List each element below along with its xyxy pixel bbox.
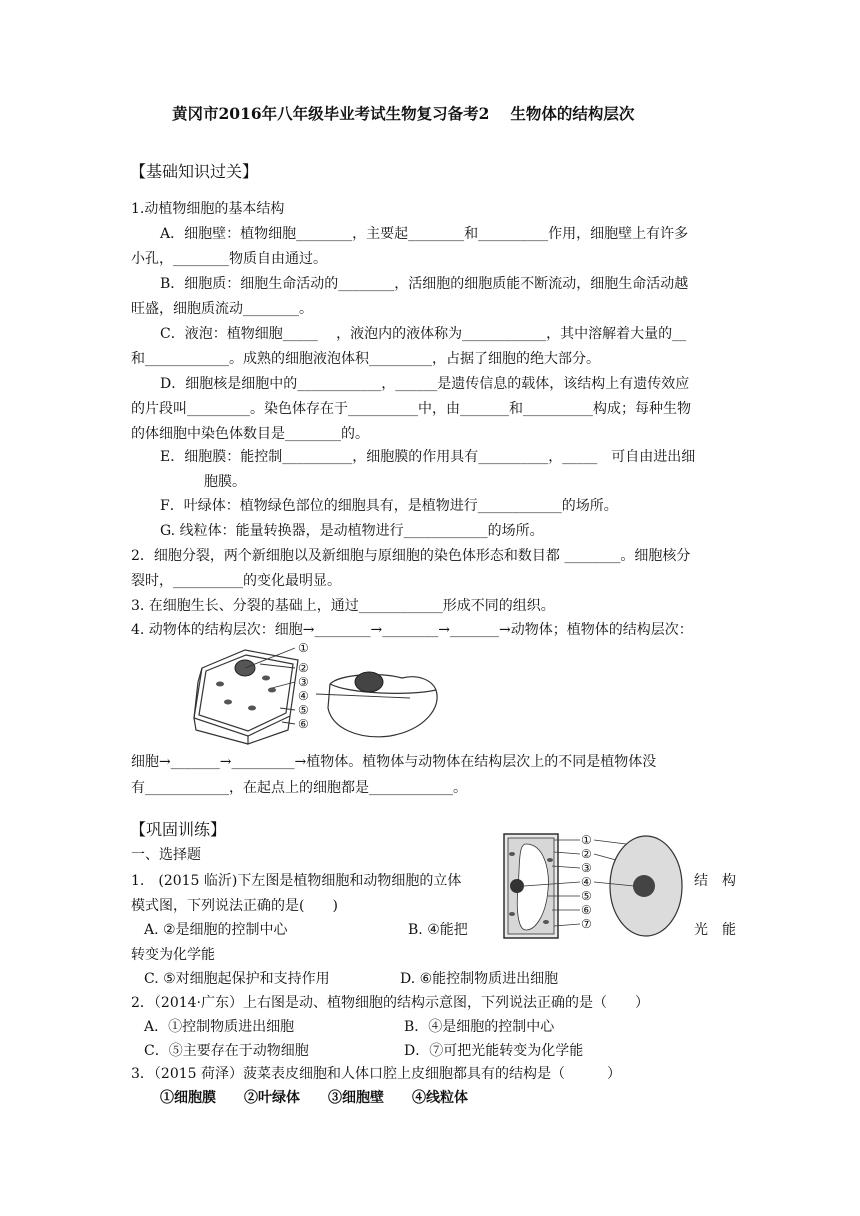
animal-nucleus xyxy=(355,672,383,692)
fig1-label-2: ② xyxy=(298,661,309,675)
fig2-label-3: ③ xyxy=(581,861,592,875)
fig1-label-5: ⑤ xyxy=(298,703,309,717)
animal-nucleus-2 xyxy=(633,875,655,897)
fig2-label-7: ⑦ xyxy=(581,917,592,931)
mc3-stem: 3．（2015 荷泽）菠菜表皮细胞和人体口腔上皮细胞都具有的结构是（ ） xyxy=(131,1066,621,1082)
sub-heading-choice: 一、选择题 xyxy=(131,847,201,863)
mc1-option-c: C. ⑤对细胞起保护和支持作用 xyxy=(144,971,330,987)
cell-diagram-figure-1 xyxy=(180,638,450,750)
fig1-label-1: ① xyxy=(298,641,309,655)
item-a-line2: 小孔，________物质自由通过。 xyxy=(131,251,327,267)
mc1-option-b-tail: 光 能 xyxy=(694,922,736,938)
mc1-line1: 1. (2015 临沂)下左图是植物细胞和动物细胞的立体 xyxy=(131,873,462,889)
fig2-label-5: ⑤ xyxy=(581,889,592,903)
mc1-line2: 模式图，下列说法正确的是( ) xyxy=(131,898,338,914)
item-f-line: F．叶绿体：植物绿色部位的细胞具有，是植物进行____________的场所。 xyxy=(160,498,618,514)
mc2-stem: 2．（2014·广东）上右图是动、植物细胞的结构示意图，下列说法正确的是（ ） xyxy=(131,995,649,1011)
item-d-line3: 的体细胞中染色体数目是________的。 xyxy=(131,426,369,442)
fig1-label-3: ③ xyxy=(298,675,309,689)
item-e-line1: E．细胞膜：能控制__________，细胞膜的作用具有__________，_____ 可自由进出细 xyxy=(160,449,696,465)
q4-line1: 4. 动物体的结构层次：细胞→________→________→_______→动物体；植物体的结构层次： xyxy=(131,622,693,638)
mc2-option-d: D．⑦可把光能转变为化学能 xyxy=(404,1043,584,1059)
item-e-line2: 胞膜。 xyxy=(204,474,246,490)
item-a-line1: A．细胞壁：植物细胞________，主要起________和__________作用，细胞壁上有许多 xyxy=(160,226,689,242)
mc1-line4: 转变为化学能 xyxy=(131,947,215,963)
mc2-option-b: B．④是细胞的控制中心 xyxy=(404,1019,555,1035)
item-g-line: G. 线粒体：能量转换器，是动植物进行____________的场所。 xyxy=(160,523,544,539)
q3-line: 3. 在细胞生长、分裂的基础上，通过____________形成不同的组织。 xyxy=(131,598,555,614)
mc2-option-a: A．①控制物质进出细胞 xyxy=(144,1019,295,1035)
fig1-label-4: ④ xyxy=(298,689,309,703)
fig2-label-2: ② xyxy=(581,847,592,861)
mc3-options: ①细胞膜 ②叶绿体 ③细胞壁 ④线粒体 xyxy=(160,1090,468,1106)
page-title: 黄冈市2016年八年级毕业考试生物复习备考2 生物体的结构层次 xyxy=(172,104,635,123)
q1-title: 1.动植物细胞的基本结构 xyxy=(131,201,285,217)
item-b-line2: 旺盛，细胞质流动________。 xyxy=(131,301,313,317)
item-d-line2: 的片段叫_________。染色体存在于__________中，由_______和__________构成；每种生物 xyxy=(131,401,691,417)
mc1-option-a: A. ②是细胞的控制中心 xyxy=(144,922,288,938)
section-heading-basics: 【基础知识过关】 xyxy=(130,162,259,181)
fig2-label-1: ① xyxy=(581,833,592,847)
cell-diagram-figure-2 xyxy=(496,830,692,942)
mc1-line1-tail: 结 构 xyxy=(694,873,736,889)
mc2-option-c: C．⑤主要存在于动物细胞 xyxy=(144,1043,309,1059)
q2-line1: 2．细胞分裂，两个新细胞以及新细胞与原细胞的染色体形态和数目都 ________。细胞核分 xyxy=(131,548,691,564)
plant-nucleus-2 xyxy=(510,879,524,893)
mc1-option-d: D. ⑥能控制物质进出细胞 xyxy=(400,971,559,987)
item-d-line1: D．细胞核是细胞中的____________，______是遗传信息的载体，该结构上有遗传效应 xyxy=(160,376,690,392)
section-heading-practice: 【巩固训练】 xyxy=(130,820,227,839)
q4-line2: 细胞→_______→_________→植物体。植物体与动物体在结构层次上的不同是植物体没 xyxy=(131,754,657,770)
q4-line3: 有____________，在起点上的细胞都是____________。 xyxy=(131,780,467,796)
fig1-label-6: ⑥ xyxy=(298,717,309,731)
item-c-line2: 和____________。成熟的细胞液泡体积_________，占据了细胞的绝大部分。 xyxy=(131,351,600,367)
fig2-label-4: ④ xyxy=(581,875,592,889)
item-c-line1: C．液泡：植物细胞_____ ，液泡内的液体称为____________，其中溶解着大量的__ xyxy=(160,326,687,342)
q2-line2: 裂时，__________的变化最明显。 xyxy=(131,573,341,589)
mc1-option-b: B. ④能把 xyxy=(408,922,468,938)
item-b-line1: B．细胞质：细胞生命活动的________，活细胞的细胞质能不断流动，细胞生命活动越 xyxy=(160,276,689,292)
fig2-label-6: ⑥ xyxy=(581,903,592,917)
